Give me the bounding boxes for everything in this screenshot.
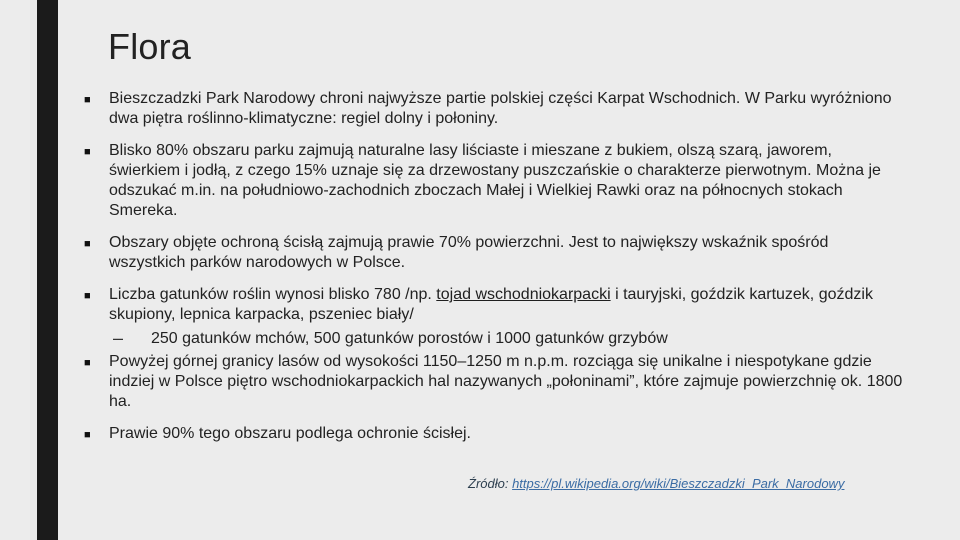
bullet-text: Powyżej górnej granicy lasów od wysokości 1150–1250 m n.p.m. rozciąga się unikalne i niespotykane gdzie indziej w Polsce piętro wschodniokarpackich hal nazywanych „połoninami”, które zajmuje powierzchnię ok. 1800 ha. [109, 353, 903, 410]
bullet-text-prefix: Liczba gatunków roślin wynosi blisko 780 /np. [109, 286, 437, 303]
sub-bullet-item [84, 329, 904, 349]
sub-bullet-text: 250 gatunków mchów, 500 gatunków porostów i 1000 gatunków grzybów [151, 330, 668, 347]
square-bullet-icon: ■ [84, 429, 91, 441]
plant-link[interactable]: tojad wschodniokarpacki [436, 286, 611, 303]
square-bullet-icon: ■ [84, 94, 91, 106]
bullet-text: Prawie 90% tego obszaru podlega ochronie ścisłej. [109, 425, 471, 442]
bullet-text: Obszary objęte ochroną ścisłą zajmują prawie 70% powierzchni. Jest to największy wskaźnik spośród wszystkich parków narodowych w Polsce. [109, 234, 829, 271]
bullet-text: Blisko 80% obszaru parku zajmują naturalne lasy liściaste i mieszane z bukiem, olszą szarą, jaworem, świerkiem i jodłą, z czego 15% uznaje się za drzewostany puszczańskie o charakterze pierwotnym. Można je odszukać m.in. na południowo-zachodnich zboczach Małej i Wielkiej Rawki oraz na północnych stokach Smereka. [109, 142, 881, 219]
bullet-text-suffix: i tauryjski, goździk kartuzek, goździk skupiony, lepnica karpacka, pszeniec biały/ [109, 286, 873, 323]
source-link[interactable]: https://pl.wikipedia.org/wiki/Bieszczadzki_Park_Narodowy [512, 476, 845, 491]
dash-bullet-icon: – [113, 328, 124, 348]
source-label: Źródło: [468, 476, 513, 491]
square-bullet-icon: ■ [84, 146, 91, 158]
bullet-item [84, 233, 904, 273]
bullet-item [84, 89, 904, 129]
source-citation [468, 476, 844, 491]
bullet-item [84, 285, 904, 325]
left-accent-bar [37, 0, 58, 540]
square-bullet-icon: ■ [84, 290, 91, 302]
bullet-text: Bieszczadzki Park Narodowy chroni najwyższe partie polskiej części Karpat Wschodnich. W Parku wyróżniono dwa piętra roślinno-klimatyczne: regiel dolny i połoniny. [109, 90, 892, 127]
square-bullet-icon: ■ [84, 238, 91, 250]
square-bullet-icon: ■ [84, 357, 91, 369]
bullet-item [84, 352, 904, 412]
slide-title: Flora [108, 26, 192, 67]
bullet-item [84, 141, 904, 221]
bullet-list [84, 89, 904, 456]
bullet-item [84, 424, 904, 444]
